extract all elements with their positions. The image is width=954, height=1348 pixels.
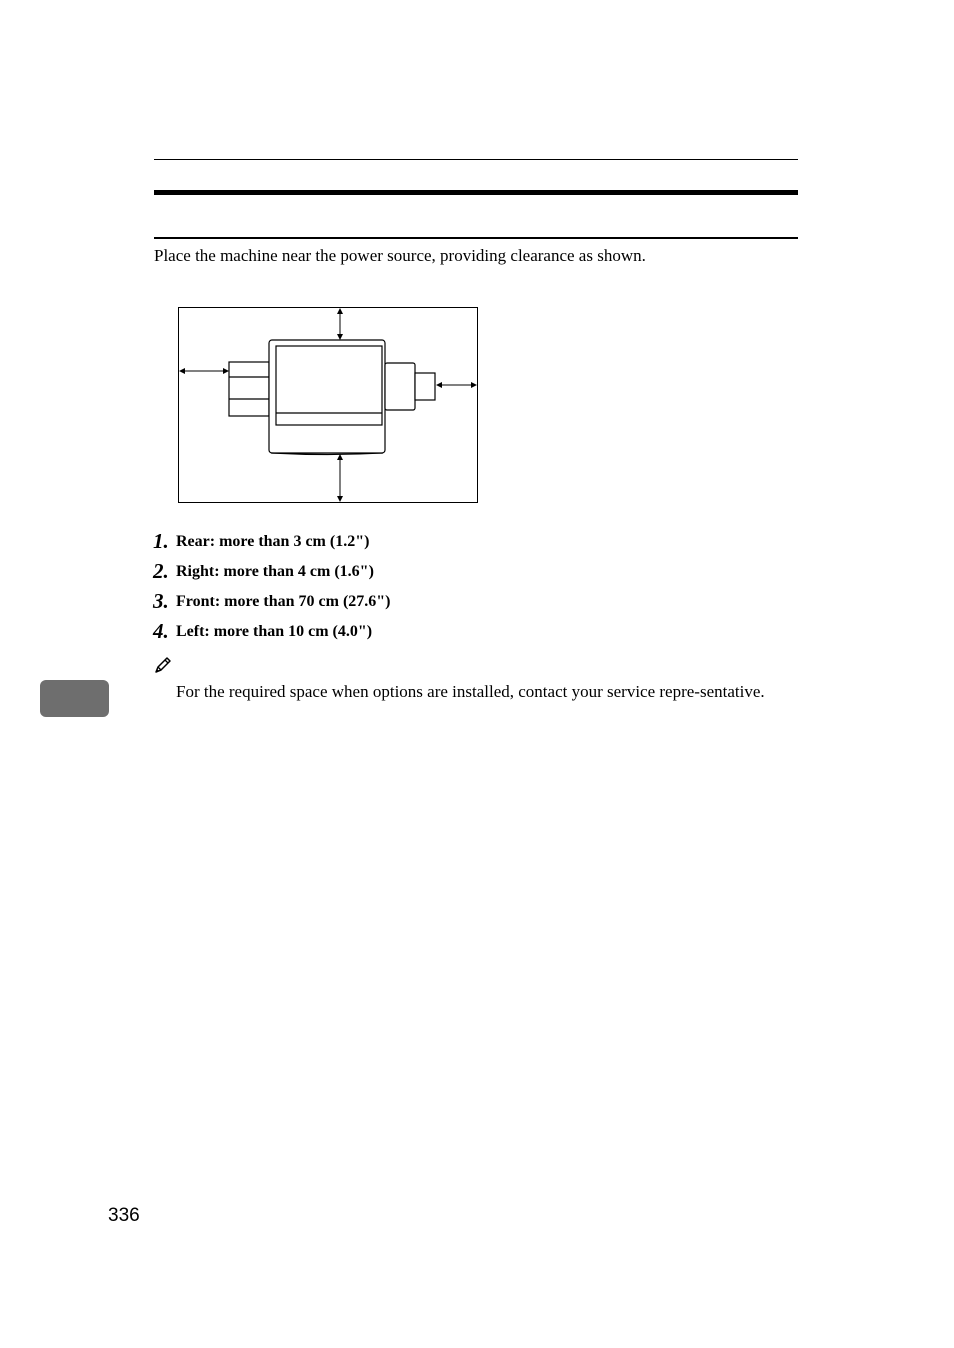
pencil-icon xyxy=(153,655,173,675)
header-thick-rule xyxy=(154,190,798,195)
item-text: Right: more than 4 cm (1.6") xyxy=(176,563,374,580)
page-number: 336 xyxy=(108,1205,140,1226)
section-rule xyxy=(154,237,798,239)
item-number: 4. xyxy=(153,619,169,643)
left-tray xyxy=(229,362,269,416)
intro-text: Place the machine near the power source, providing clearance as shown. xyxy=(154,246,646,265)
item-number: 1. xyxy=(153,529,169,553)
item-number: 2. xyxy=(153,559,169,583)
item-number: 3. xyxy=(153,589,169,613)
chapter-tab xyxy=(40,680,109,717)
header-thin-rule xyxy=(154,159,798,160)
item-text: Left: more than 10 cm (4.0") xyxy=(176,623,373,640)
note-text: For the required space when options are installed, contact your service repre-sentative. xyxy=(176,682,765,701)
item-text: Front: more than 70 cm (27.6") xyxy=(176,593,391,610)
item-text: Rear: more than 3 cm (1.2") xyxy=(176,533,370,550)
right-unit xyxy=(385,363,435,410)
machine-body xyxy=(269,340,385,455)
clearance-diagram xyxy=(178,307,478,503)
